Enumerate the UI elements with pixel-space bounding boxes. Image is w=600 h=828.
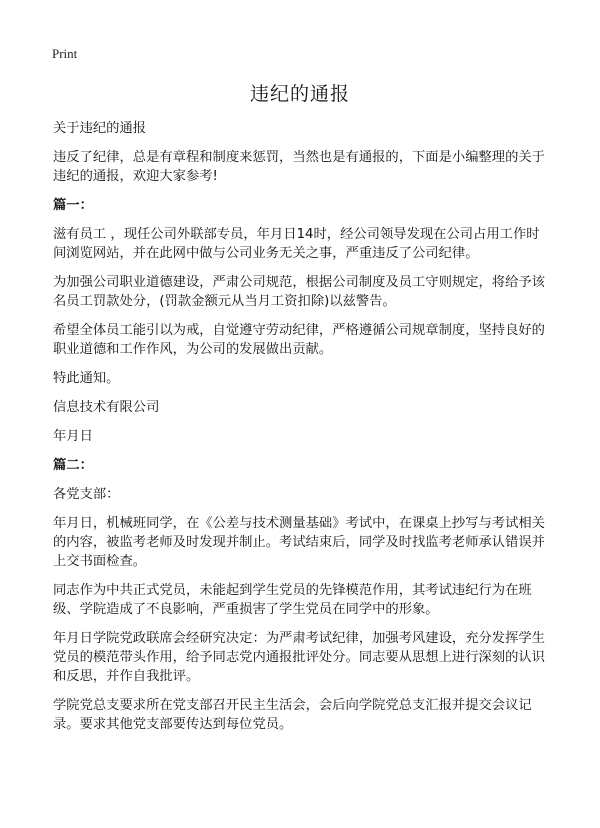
body-paragraph: 特此通知。 bbox=[53, 371, 120, 386]
document-body bbox=[53, 119, 551, 744]
section-heading-1: 篇一： bbox=[53, 198, 93, 213]
body-paragraph: 年月日，机械班同学，在《公差与技术测量基础》考试中，在课桌上抄写与考试相关的内容，被监考老师及时发现并制止。考试结束后，同学及时找监考老师承认错误并上交书面检查。 bbox=[53, 516, 545, 569]
body-paragraph: 为加强公司职业道德建设，严肃公司规范，根据公司制度及员工守则规定，将给予该名员工罚款处分，(罚款金额元从当月工资扣除)以兹警告。 bbox=[53, 275, 545, 309]
body-paragraph: 年月日学院党政联席会经研究决定：为严肃考试纪律，加强考风建设，充分发挥学生党员的模范带头作用，给予同志党内通报批评处分。同志要从思想上进行深刻的认识和反思，并作自我批评。 bbox=[53, 631, 545, 684]
body-paragraph: 学院党总支要求所在党支部召开民主生活会，会后向学院党总支汇报并提交会议记录。要求其他党支部要传达到每位党员。 bbox=[53, 698, 532, 732]
body-paragraph: 希望全体员工能引以为戒，自觉遵守劳动纪律，严格遵循公司规章制度，坚持良好的职业道德和工作作风，为公司的发展做出贡献。 bbox=[53, 323, 545, 357]
body-paragraph: 滋有员工 ，现任公司外联部专员，年月日14时，经公司领导发现在公司占用工作时间浏览网站，并在此网中做与公司业务无关之事，严重违反了公司纪律。 bbox=[53, 227, 540, 261]
section-heading-2: 篇二： bbox=[53, 458, 93, 473]
page-title: 违纪的通报 bbox=[249, 83, 350, 105]
print-link[interactable]: Print bbox=[52, 46, 78, 61]
body-paragraph: 同志作为中共正式党员，未能起到学生党员的先锋模范作用，其考试违纪行为在班级、学院造成了不良影响，严重损害了学生党员在同学中的形象。 bbox=[53, 583, 532, 617]
company-name: 信息技术有限公司 bbox=[53, 400, 160, 415]
subtitle-paragraph: 关于违纪的通报 bbox=[53, 121, 147, 136]
salutation: 各党支部： bbox=[53, 487, 120, 502]
intro-paragraph: 违反了纪律，总是有章程和制度来惩罚，当然也是有通报的，下面是小编整理的关于违纪的通报，欢迎大家参考! bbox=[53, 150, 545, 184]
date-line: 年月日 bbox=[53, 429, 93, 444]
